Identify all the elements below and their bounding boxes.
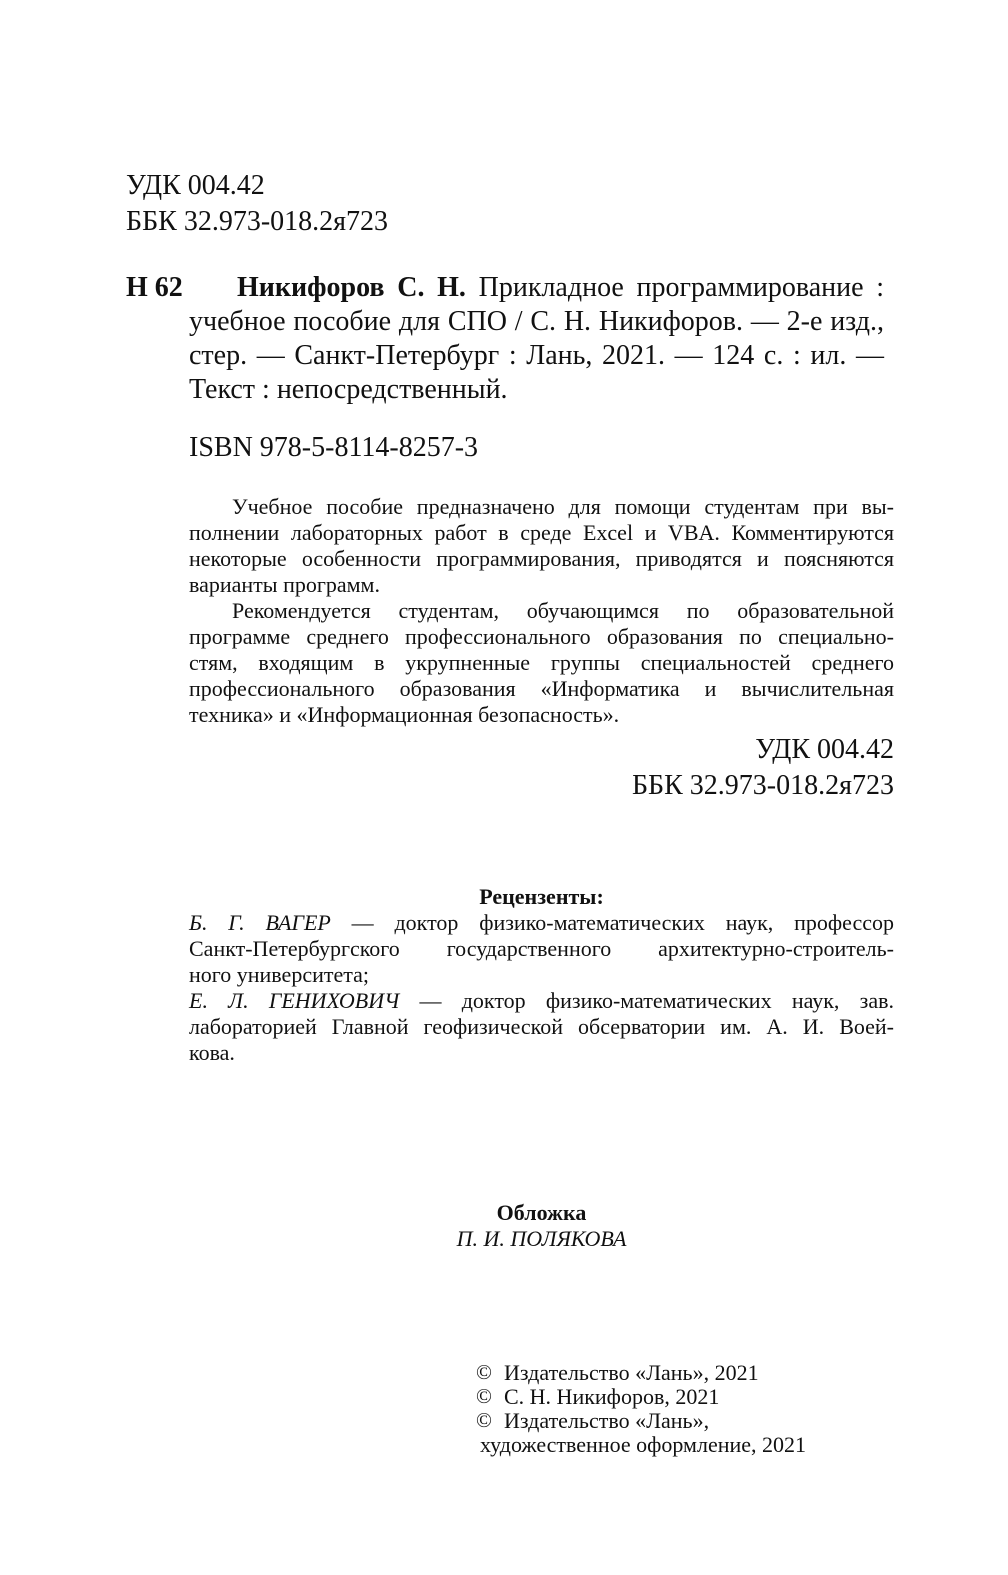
udk-code-top: УДК 004.42 bbox=[126, 170, 265, 201]
reviewers-heading: Рецензенты: bbox=[479, 884, 604, 909]
isbn: ISBN 978-5-8114-8257-3 bbox=[189, 432, 479, 463]
reviewer-1-line-2: Санкт-Петербургского государственного архитектурно-строитель- bbox=[189, 936, 894, 961]
reviewer-2-line-3: кова. bbox=[189, 1040, 235, 1065]
bib-entry-line-3: стер. — Санкт-Петербург : Лань, 2021. — 124 с. : ил. — bbox=[189, 340, 884, 371]
bib-entry-line-4: Текст : непосредственный. bbox=[189, 374, 508, 405]
annotation-line: техника» и «Информационная безопасность». bbox=[189, 702, 620, 727]
annotation-line: программе среднего профессионального образования по специально- bbox=[189, 624, 894, 649]
annotation-line: некоторые особенности программирования, приводятся и поясняются bbox=[189, 546, 894, 571]
udk-code-bottom: УДК 004.42 bbox=[755, 734, 894, 765]
reviewer-1-title: — доктор физико-математических наук, профессор bbox=[330, 910, 894, 935]
bib-author: Никифоров С. Н. bbox=[237, 272, 466, 303]
bbk-code-top: ББК 32.973-018.2я723 bbox=[126, 206, 389, 237]
annotation-line: стям, входящим в укрупненные группы специальностей среднего bbox=[189, 650, 894, 675]
bbk-code-bottom: ББК 32.973-018.2я723 bbox=[631, 770, 894, 801]
copyright-line-3: Издательство «Лань», bbox=[504, 1408, 710, 1433]
annotation-line: варианты программ. bbox=[189, 572, 380, 597]
copyright-icon: © bbox=[476, 1384, 492, 1408]
bib-title: Прикладное программирование : bbox=[478, 272, 885, 303]
copyright-line-2: С. Н. Никифоров, 2021 bbox=[504, 1384, 720, 1409]
reviewer-2-name: Е. Л. ГЕНИХОВИЧ bbox=[189, 988, 400, 1013]
reviewer-1-name: Б. Г. ВАГЕР bbox=[189, 910, 331, 935]
copyright-line-4: художественное оформление, 2021 bbox=[480, 1432, 807, 1457]
copyright-icon: © bbox=[476, 1360, 492, 1384]
annotation-line: Учебное пособие предназначено для помощи студентам при вы- bbox=[232, 494, 894, 519]
annotation-line: полнении лабораторных работ в среде Excel и VBA. Комментируются bbox=[189, 520, 894, 545]
reviewer-2-title: — доктор физико-математических наук, зав. bbox=[399, 988, 895, 1013]
cover-designer: П. И. ПОЛЯКОВА bbox=[456, 1226, 627, 1251]
bib-entry-line-1 bbox=[237, 272, 884, 304]
bib-entry-line-2: учебное пособие для СПО / С. Н. Никифоров. — 2-е изд., bbox=[189, 306, 884, 337]
annotation-line: Рекомендуется студентам, обучающимся по образовательной bbox=[232, 598, 894, 623]
copyright-line-1: Издательство «Лань», 2021 bbox=[504, 1360, 759, 1385]
author-sign-code: Н 62 bbox=[126, 272, 183, 303]
annotation-line: профессионального образования «Информатика и вычислительная bbox=[189, 676, 894, 701]
reviewer-2-line-2: лабораторией Главной геофизической обсерватории им. А. И. Воей- bbox=[189, 1014, 894, 1039]
copyright-icon: © bbox=[476, 1408, 492, 1432]
reviewer-1-line-1 bbox=[189, 910, 894, 936]
cover-heading: Обложка bbox=[496, 1200, 587, 1225]
reviewer-2-line-1 bbox=[189, 988, 894, 1014]
reviewer-1-line-3: ного университета; bbox=[189, 962, 369, 987]
